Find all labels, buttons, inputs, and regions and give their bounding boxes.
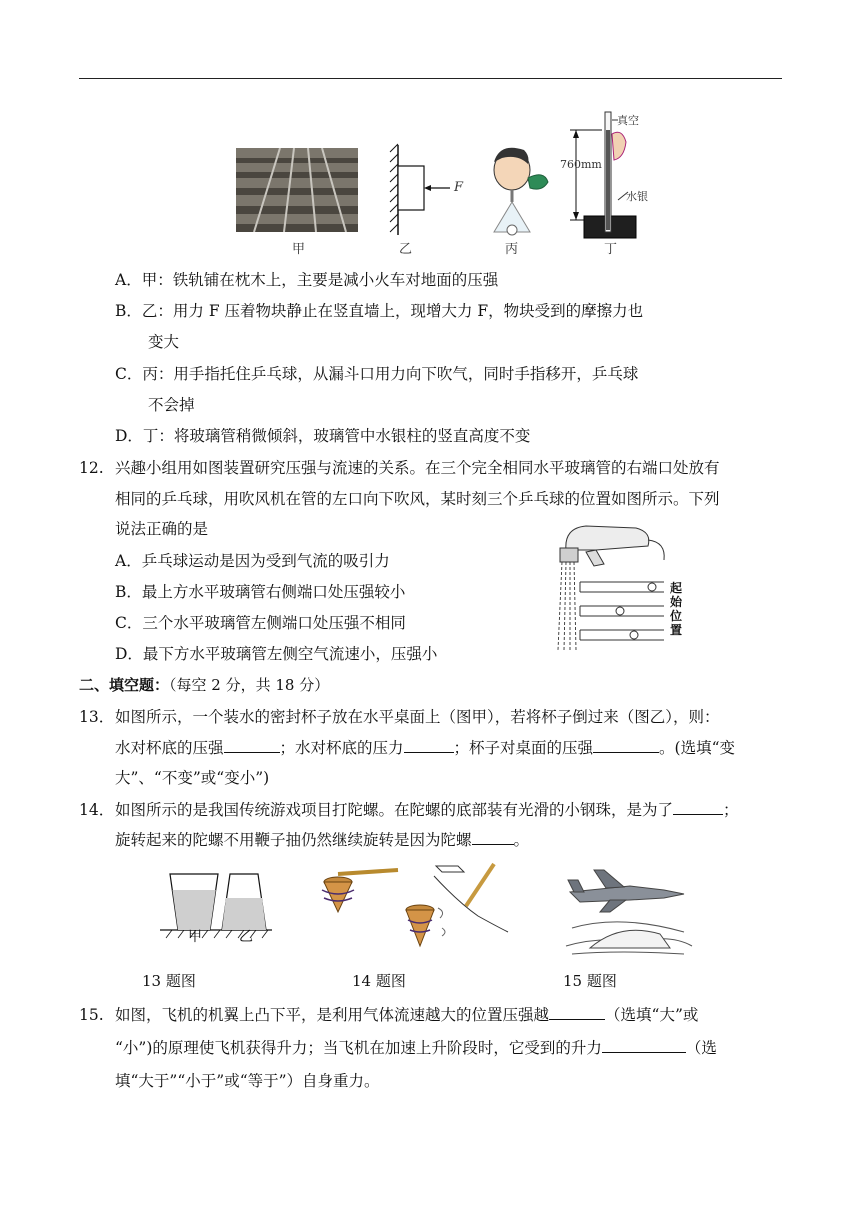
q12-option-d: D．最下方水平玻璃管左侧空气流速小，压强小: [115, 645, 438, 663]
q15-blank-1[interactable]: [549, 1005, 605, 1020]
header-rule: [79, 78, 782, 79]
q13-line-3: 大”、“不变”或“变小”): [115, 769, 270, 787]
q11-option-b-cont: 变大: [148, 333, 180, 351]
q15-text-b: （选填“大”或: [605, 1006, 699, 1024]
q15-number: 15.: [79, 1006, 104, 1024]
q12-label-qi: 起: [670, 581, 683, 595]
q11-option-a: A．甲：铁轨铺在枕木上，主要是减小火车对地面的压强: [115, 271, 499, 289]
q11-option-c: C．丙：用手指托住乒乓球，从漏斗口用力向下吹气，同时手指移开，乒乓球: [115, 365, 639, 383]
figure-label-ding: 丁: [604, 242, 618, 257]
q13-text-a: 水对杯底的压强: [115, 739, 224, 757]
q15-airplane-wing-figure: [560, 862, 700, 952]
q14-text-a: 如图所示的是我国传统游戏项目打陀螺。在陀螺的底部装有光滑的小钢珠，是为了: [115, 801, 674, 819]
q14-number: 14．: [79, 801, 115, 819]
q14-text-b: ；: [723, 801, 739, 819]
section-note: （每空 2 分，共 18 分）: [169, 676, 330, 694]
q13-blank-3[interactable]: [593, 738, 659, 753]
caption-q13: 13 题图: [142, 972, 196, 990]
q15-text-c: “小”)的原理使飞机获得升力；当飞机在加速上升阶段时，它受到的升力: [115, 1039, 602, 1057]
q12-label-shi: 始: [670, 595, 683, 609]
section-title-text: 二、填空题：: [79, 676, 170, 694]
q14-text-c: 旋转起来的陀螺不用鞭子抽仍然继续旋转是因为陀螺: [115, 831, 472, 849]
figure-jia-railway: [236, 148, 358, 232]
q14-line-2: [115, 829, 529, 851]
q14-text-d: 。: [513, 831, 530, 849]
q12-label-zhi: 置: [670, 623, 683, 637]
q13-line-1: 如图所示，一个装水的密封杯子放在水平桌面上（图甲），若将杯子倒过来（图乙），则：: [115, 708, 720, 726]
q11-option-d: D．丁：将玻璃管稍微倾斜，玻璃管中水银柱的竖直高度不变: [115, 427, 531, 445]
cup-label-yi: 乙: [239, 929, 253, 945]
q13-line-2: [115, 737, 735, 759]
q15-line-3: 填“大于”“小于”或“等于”）自身重力。: [115, 1072, 380, 1090]
figure-ding-barometer: [556, 108, 666, 238]
q15-text-d: （选: [685, 1039, 717, 1057]
q12-option-b: B．最上方水平玻璃管右侧端口处压强较小: [115, 583, 406, 601]
q14-blank-1[interactable]: [673, 800, 723, 815]
mercury-label: 水银: [626, 190, 648, 203]
figure-label-jia: 甲: [292, 242, 306, 257]
figure-label-yi: 乙: [399, 242, 413, 257]
q12-number: 12.: [79, 459, 104, 477]
force-label: F: [454, 180, 464, 195]
q12-stem-1: 兴趣小组用如图装置研究压强与流速的关系。在三个完全相同水平玻璃管的右端口处放有: [115, 459, 720, 477]
q14-line-1: [115, 799, 739, 821]
q12-stem-2: 相同的乒乓球，用吹风机在管的左口向下吹风，某时刻三个乒乓球的位置如图所示。下列: [115, 490, 720, 508]
q15-line-2: [115, 1037, 717, 1059]
q12-label-wei: 位: [670, 609, 683, 623]
q13-number: 13．: [79, 708, 115, 726]
q14-blank-2[interactable]: [472, 830, 514, 845]
q13-text-b: ；水对杯底的压力: [279, 739, 404, 757]
caption-q14: 14 题图: [352, 972, 406, 990]
q14-spinning-top-figure: [318, 862, 518, 952]
q13-blank-2[interactable]: [404, 738, 454, 753]
cup-label-jia: 甲: [188, 929, 202, 945]
figure-bing-funnel-blow: [472, 140, 552, 240]
q12-option-c: C．三个水平玻璃管左侧端口处压强不相同: [115, 614, 406, 632]
q15-text-a: 如图，飞机的机翼上凸下平，是利用气体流速越大的位置压强越: [115, 1006, 550, 1024]
q15-line-1: [115, 1004, 698, 1026]
q15-blank-2[interactable]: [602, 1038, 686, 1053]
figure-label-bing: 丙: [505, 242, 519, 257]
vacuum-label: 真空: [617, 114, 639, 127]
q13-text-d: 。(选填“变: [659, 739, 736, 757]
caption-q15: 15 题图: [563, 972, 617, 990]
q13-cups-figure: [160, 868, 280, 948]
q11-option-b: B．乙：用力 F 压着物块静止在竖直墙上，现增大力 F，物块受到的摩擦力也: [115, 302, 644, 320]
q13-text-c: ；杯子对桌面的压强: [453, 739, 594, 757]
section-title: [79, 674, 329, 696]
height-label: 760mm: [560, 158, 602, 171]
q12-option-a: A．乒乓球运动是因为受到气流的吸引力: [115, 552, 390, 570]
q13-blank-1[interactable]: [224, 738, 280, 753]
q11-option-c-cont: 不会掉: [148, 396, 195, 414]
q12-stem-3: 说法正确的是: [115, 520, 209, 538]
